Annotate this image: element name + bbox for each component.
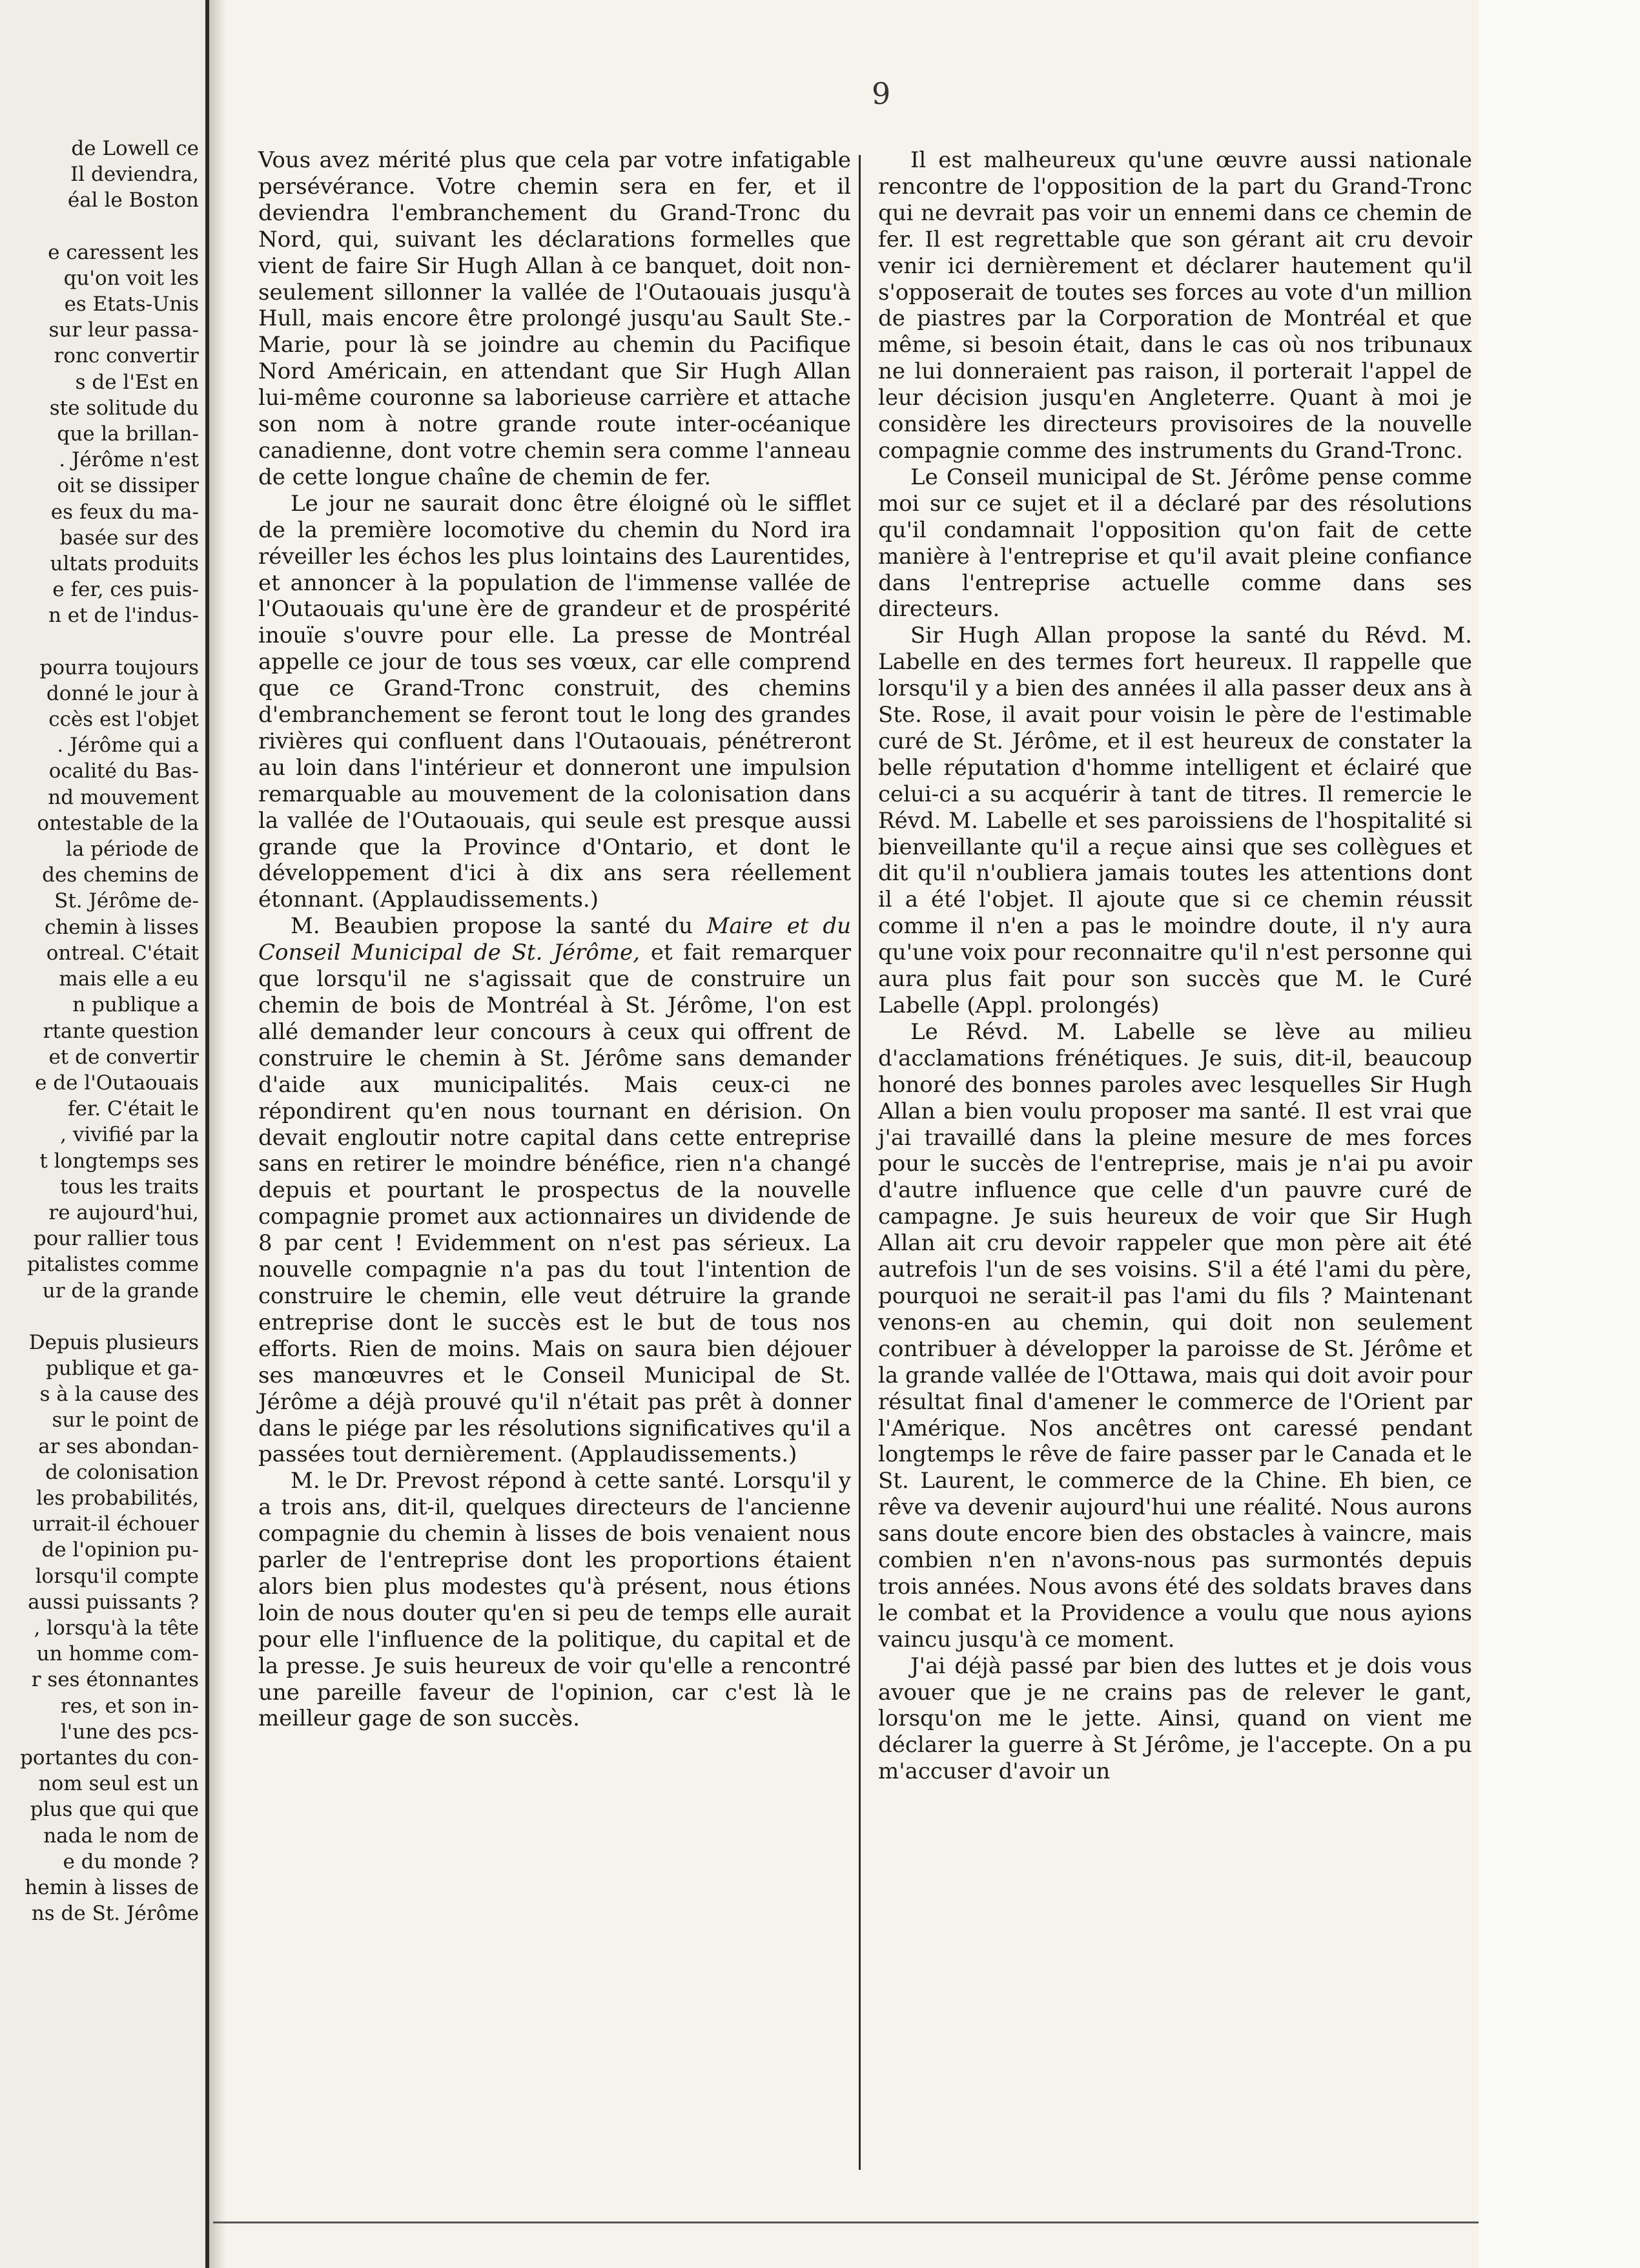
fragment-line: pitalistes comme [26, 1253, 199, 1277]
fragment-line: chemin à lisses [44, 915, 199, 939]
fragment-line: . Jérôme n'est [59, 448, 199, 472]
column-middle [258, 147, 851, 1732]
fragment-line: hemin à lisses de [25, 1876, 199, 1899]
fragment-gap [0, 214, 199, 240]
page-number: 9 [872, 76, 891, 111]
fragment-gap [0, 629, 199, 655]
fragment-line: éal le Boston [67, 189, 199, 212]
fragment-line: qu'on voit les [63, 266, 199, 290]
fragment-line: donné le jour à [46, 681, 199, 705]
fragment-line: de colonisation [45, 1460, 199, 1484]
paragraph: M. le Dr. Prevost répond à cette santé. Lorsqu'il y a trois ans, dit-il, quelques directeurs de l'ancienne compagnie du chemin à lisses de bois venaient nous parler de l'entreprise dont les proportions étaient alors bien plus modestes qu'à présent, nous étions loin de nous douter qu'en si peu de temps elle aurait pour elle l'influence de la politique, du capital et de la presse. Je suis heureux de voir qu'elle a rencontré une pareille faveur de l'opinion, car c'est là le meilleur gage de son succès. [258, 1468, 851, 1732]
fragment-line: de l'opinion pu- [41, 1538, 199, 1562]
page-margin [1479, 0, 1640, 2268]
fragment-line: ronc convertir [54, 344, 199, 368]
fragment-line: e du monde ? [63, 1850, 199, 1873]
paragraph: Vous avez mérité plus que cela par votre infatigable persévérance. Votre chemin sera en fer, et il deviendra l'embranchement du Grand-Tronc du Nord, qui, suivant les déclarations formelles que vient de faire Sir Hugh Allan à ce banquet, doit non-seulement sillonner la vallée de l'Outaouais jusqu'à Hull, mais encore être prolongé jusqu'au Sault Ste.-Marie, pour là se joindre au chemin du Pacifique Nord Américain, en attendant que Sir Hugh Allan lui-même couronne sa laborieuse carrière et attache son nom à notre grande route inter-océanique canadienne, dont votre chemin sera comme l'anneau de cette longue chaîne de chemin de fer. [258, 147, 851, 490]
fragment-line: Il deviendra, [70, 163, 199, 187]
fragment-line: ontestable de la [37, 811, 199, 835]
fragment-line: et de convertir [48, 1045, 199, 1069]
bottom-rule [213, 2222, 1479, 2223]
fragment-line: que la brillan- [57, 422, 199, 446]
paragraph [258, 913, 851, 1468]
fragment-line: re aujourd'hui, [48, 1201, 199, 1224]
fragment-line: sur leur passa- [48, 318, 199, 342]
fragment-line: r ses étonnantes [31, 1668, 199, 1692]
fragment-line: ultats produits [50, 552, 199, 576]
fragment-line: St. Jérôme de- [54, 889, 199, 913]
fragment-line: aussi puissants ? [28, 1590, 199, 1614]
paragraph: Sir Hugh Allan propose la santé du Révd. M. Labelle en des termes fort heureux. Il rappelle que lorsqu'il y a bien des années il alla passer deux ans à Ste. Rose, il avait pour voisin le père de l'estimable curé de St. Jérôme, et il est heureux de constater la belle réputation d'homme intelligent et éclairé que celui-ci a su acquérir à tant de titres. Il remercie le Révd. M. Labelle et ses paroissiens de l'hospitalité si bienveillante qu'il a reçue ainsi que ses collègues et dit qu'il n'oubliera jamais toutes les attentions dont il a été l'objet. Il ajoute que si ce chemin réussit comme il n'en a pas le moindre doute, il n'y aura qu'une voix pour reconnaitre qu'il n'est personne qui aura plus fait pour son succès que M. le Curé Labelle (Appl. prolongés) [878, 623, 1472, 1018]
fragment-line: ocalité du Bas- [48, 759, 199, 783]
fragment-line: la période de [65, 838, 199, 861]
fragment-gap [0, 1304, 199, 1330]
fragment-line: publique et ga- [46, 1356, 199, 1380]
fragment-line: urrait-il échouer [32, 1512, 199, 1536]
fragment-line: ar ses abondan- [38, 1434, 199, 1458]
fragment-line: e fer, ces puis- [52, 578, 199, 602]
fragment-line: es feux du ma- [50, 500, 199, 524]
fragment-line: pourra toujours [39, 655, 199, 679]
paragraph-text: et fait remarquer que lorsqu'il ne s'agissait que de construire un chemin de bois de Montréal à St. Jérôme, l'on est allé demander leur concours à ceux qui offrent de construire le chemin à St. Jérôme sans demander d'aide aux municipalités. Mais ceux-ci ne répondirent qu'en nous tournant en dérision. On devait engloutir notre capital dans cette entreprise sans en retirer le moindre bénéfice, rien n'a changé depuis et pourtant le prospectus de la nouvelle compagnie promet aux actionnaires un dividende de 8 par cent ! Evidemment on n'est pas sérieux. La nouvelle compagnie n'a pas du tout l'intention de construire le chemin, elle veut détruire la grande entreprise dont le succès est le but de tous nos efforts. Rien de moins. Mais on saura bien déjouer ses manœuvres et le Conseil Municipal de St. Jérôme a déjà prouvé qu'il n'était pas prêt à donner dans le piége par les résolutions significatives qu'il a passées tout dernièrement. (Applaudissements.) [258, 940, 851, 1468]
gutter-shadow [209, 0, 226, 2268]
fragment-line: ontreal. C'était [46, 941, 199, 965]
paragraph: J'ai déjà passé par bien des luttes et je dois vous avouer que je ne crains pas de relever le gant, lorsqu'on me le jette. Ainsi, quand on vient me déclarer la guerre à St Jérôme, je l'accepte. On a pu m'accuser d'avoir un [878, 1653, 1472, 1785]
fragment-line: e de l'Outaouais [35, 1071, 199, 1095]
fragment-line: nd mouvement [48, 785, 199, 809]
fragment-line: t longtemps ses [39, 1149, 199, 1173]
paragraph: Le jour ne saurait donc être éloigné où le sifflet de la première locomotive du chemin du Nord ira réveiller les échos les plus lointains des Laurentides, et annoncer à la population de l'immense vallée de l'Outaouais qu'une ère de grandeur et de prospérité inouïe s'ouvre pour elle. La presse de Montréal appelle ce jour de tous ses vœux, car elle comprend que ce Grand-Tronc construit, des chemins d'embranchement se feront tout le long des grandes rivières qui confluent dans l'Outaouais, pénétreront au loin dans l'intérieur et donneront une impulsion remarquable au mouvement de la colonisation dans la vallée de l'Outaouais, qui seule est presque aussi grande que la Province d'Ontario, et dont le développement d'ici à dix ans sera réellement étonnant. (Applaudissements.) [258, 490, 851, 913]
fragment-line: ns de St. Jérôme [31, 1902, 199, 1926]
fragment-line: rtante question [43, 1019, 199, 1043]
previous-page-column [0, 136, 199, 1926]
fragment-line: res, et son in- [60, 1694, 199, 1718]
paragraph: Il est malheureux qu'une œuvre aussi nationale rencontre de l'opposition de la part du Grand-Tronc qui ne devrait pas voir un ennemi dans ce chemin de fer. Il est regrettable que son gérant ait cru devoir venir ici dernièrement et déclarer hautement qu'il s'opposerait de toutes ses forces au vote d'un million de piastres par la Corporation de Montréal et que même, si besoin était, dans le cas où nos tribunaux ne lui donneraient pas raison, il porterait l'appel de leur décision jusqu'en Angleterre. Quant à moi je considère les directeurs provisoires de la nouvelle compagnie comme des instruments du Grand-Tronc. [878, 147, 1472, 464]
fragment-line: , lorsqu'à la tête [34, 1616, 199, 1640]
fragment-line: basée sur des [59, 526, 199, 550]
fragment-line: n publique a [72, 993, 199, 1017]
italic-title: Maire et du Conseil Municipal de St. Jérôme, [258, 913, 851, 966]
fragment-line: plus que qui que [30, 1798, 199, 1822]
fragment-line: fer. C'était le [68, 1097, 199, 1121]
fragment-line: lorsqu'il compte [35, 1564, 199, 1588]
paragraph: Le Conseil municipal de St. Jérôme pense comme moi sur ce sujet et il a déclaré par des résolutions qu'il condamnait l'opposition qu'on fait de cette manière à l'entreprise et qu'il avait pleine confiance dans l'entreprise actuelle comme dans ses directeurs. [878, 464, 1472, 623]
fragment-line: n et de l'indus- [48, 604, 199, 628]
fragment-line: des chemins de [42, 863, 199, 887]
fragment-line: de Lowell ce [71, 137, 199, 160]
fragment-line: les probabilités, [36, 1486, 199, 1510]
fragment-line: nom seul est un [38, 1772, 199, 1796]
fragment-line: Depuis plusieurs [28, 1330, 199, 1354]
fragment-line: un homme com- [36, 1642, 199, 1666]
fragment-line: nada le nom de [43, 1824, 199, 1848]
fragment-line: mais elle a eu [59, 967, 199, 991]
fragment-line: l'une des pcs- [60, 1720, 199, 1744]
column-divider [859, 155, 861, 2170]
fragment-line: . Jérôme qui a [57, 734, 199, 758]
fragment-line: es Etats-Unis [64, 293, 199, 316]
paragraph: Le Révd. M. Labelle se lève au milieu d'acclamations frénétiques. Je suis, dit-il, beaucoup honoré des bonnes paroles avec lesquelles Sir Hugh Allan a bien voulu proposer ma santé. Il est vrai que j'ai travaillé dans la pleine mesure de mes forces pour le succès de l'entreprise, mais je n'ai pu avoir d'autre influence que celle d'un pauvre curé de campagne. Je suis heureux de voir que Sir Hugh Allan ait cru devoir rappeler que mon père ait été autrefois l'un de ses voisins. S'il a été l'ami du père, pourquoi ne serait-il pas l'ami du fils ? Maintenant venons-en au chemin, qui doit non seulement contribuer à développer la paroisse de St. Jérôme et la grande vallée de l'Ottawa, mais qui doit avoir pour résultat final d'amener le commerce de l'Orient par l'Amérique. Nos ancêtres ont caressé pendant longtemps le rêve de faire passer par le Canada et le St. Laurent, le commerce de la Chine. Eh bien, ce rêve va devenir aujourd'hui une réalité. Nous aurons sans doute encore bien des obstacles à vaincre, mais combien n'en n'avons-nous pas surmontés depuis trois années. Nous avons été des soldats braves dans le combat et la Providence a voulu que nous ayions vaincu jusqu'à ce moment. [878, 1018, 1472, 1653]
fragment-line: sur le point de [52, 1408, 199, 1432]
fragment-line: ccès est l'objet [48, 708, 199, 732]
fragment-line: portantes du con- [20, 1746, 199, 1769]
column-right [878, 147, 1472, 1785]
fragment-line: s à la cause des [39, 1383, 199, 1407]
paragraph-text: M. Beaubien propose la santé du [291, 913, 707, 940]
fragment-line: pour rallier tous [33, 1227, 199, 1251]
previous-page-fragment [0, 0, 205, 2268]
fragment-line: ste solitude du [49, 396, 199, 420]
fragment-line: e caressent les [48, 240, 199, 264]
fragment-line: , vivifié par la [60, 1123, 199, 1147]
fragment-line: s de l'Est en [75, 370, 199, 394]
fragment-line: tous les traits [60, 1175, 199, 1199]
fragment-line: oit se dissiper [57, 474, 199, 498]
fragment-line: ur de la grande [42, 1279, 199, 1303]
